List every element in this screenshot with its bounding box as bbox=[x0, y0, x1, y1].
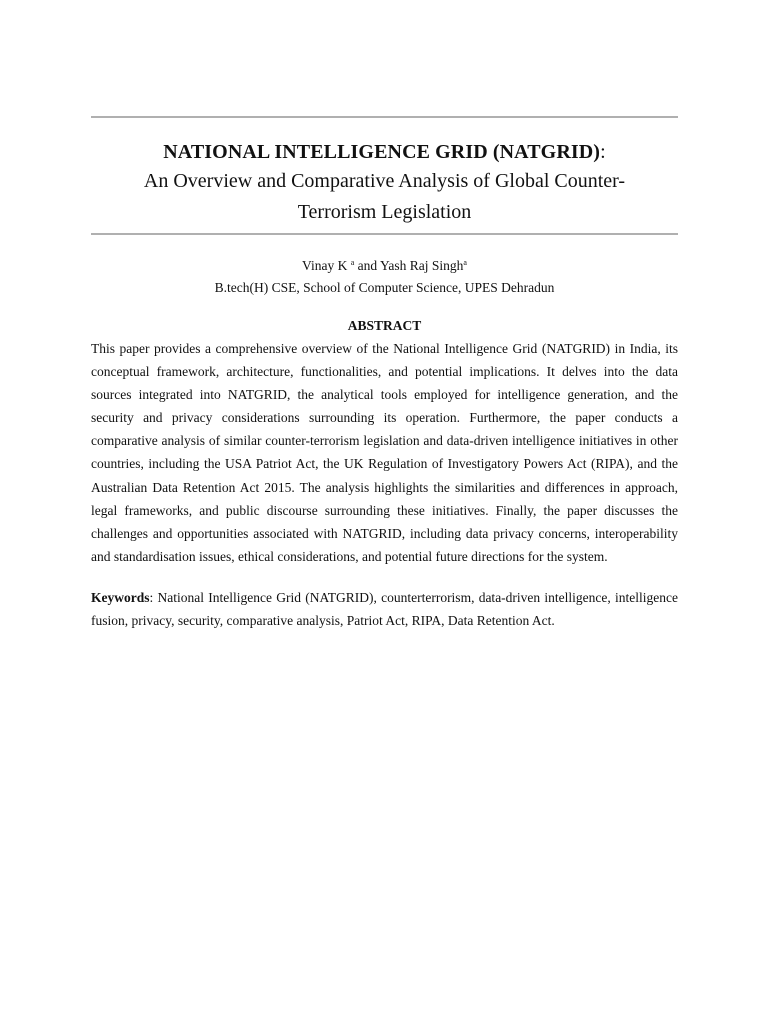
author-2: Yash Raj Singh bbox=[380, 258, 464, 273]
paper-title-text: NATIONAL INTELLIGENCE GRID (NATGRID) bbox=[163, 141, 601, 163]
author-line bbox=[91, 255, 678, 277]
title-block bbox=[91, 138, 678, 228]
keywords-text: National Intelligence Grid (NATGRID), counterterrorism, data-driven intelligence, intelligence fusion, privacy, security, comparative analysis, Patriot Act, RIPA, Data Retention Act. bbox=[91, 589, 678, 629]
paper-title bbox=[91, 138, 678, 166]
paper-subtitle-line-2: Terrorism Legislation bbox=[297, 201, 472, 223]
paper-subtitle-line-1: An Overview and Comparative Analysis of Global Counter- bbox=[143, 170, 626, 192]
paper-title-colon: : bbox=[600, 141, 606, 163]
author-1-affiliation-mark: a bbox=[350, 258, 355, 267]
abstract-body: This paper provides a comprehensive overview of the National Intelligence Grid (NATGRID) in India, its conceptual framework, architecture, functionalities, and potential implications. It delves into the data sources integrated into NATGRID, the analytical tools employed for intelligence generation, and the security and privacy considerations surrounding its operation. Furthermore, the paper conducts a comparative analysis of similar counter-terrorism legislation and data-driven intelligence initiatives in other countries, including the USA Patriot Act, the UK Regulation of Investigatory Powers Act (RIPA), and the Australian Data Retention Act 2015. The analysis highlights the similarities and differences in approach, legal frameworks, and public discourse surrounding these initiatives. Finally, the paper discusses the challenges and opportunities associated with NATGRID, including data privacy concerns, interoperability and standardisation issues, ethical considerations, and potential future directions for the system. bbox=[91, 341, 678, 564]
affiliation: B.tech(H) CSE, School of Computer Science, UPES Dehradun bbox=[214, 280, 555, 295]
author-conjunction: and bbox=[354, 258, 381, 273]
keywords-label: Keywords bbox=[91, 589, 150, 605]
author-2-affiliation-mark: a bbox=[463, 258, 467, 267]
author-1: Vinay K bbox=[302, 258, 348, 273]
top-rule bbox=[91, 116, 678, 118]
paper-page bbox=[91, 0, 678, 632]
bottom-rule bbox=[91, 233, 678, 235]
keywords-separator: : bbox=[149, 589, 158, 605]
keywords bbox=[91, 586, 678, 632]
abstract-heading: ABSTRACT bbox=[347, 318, 422, 333]
